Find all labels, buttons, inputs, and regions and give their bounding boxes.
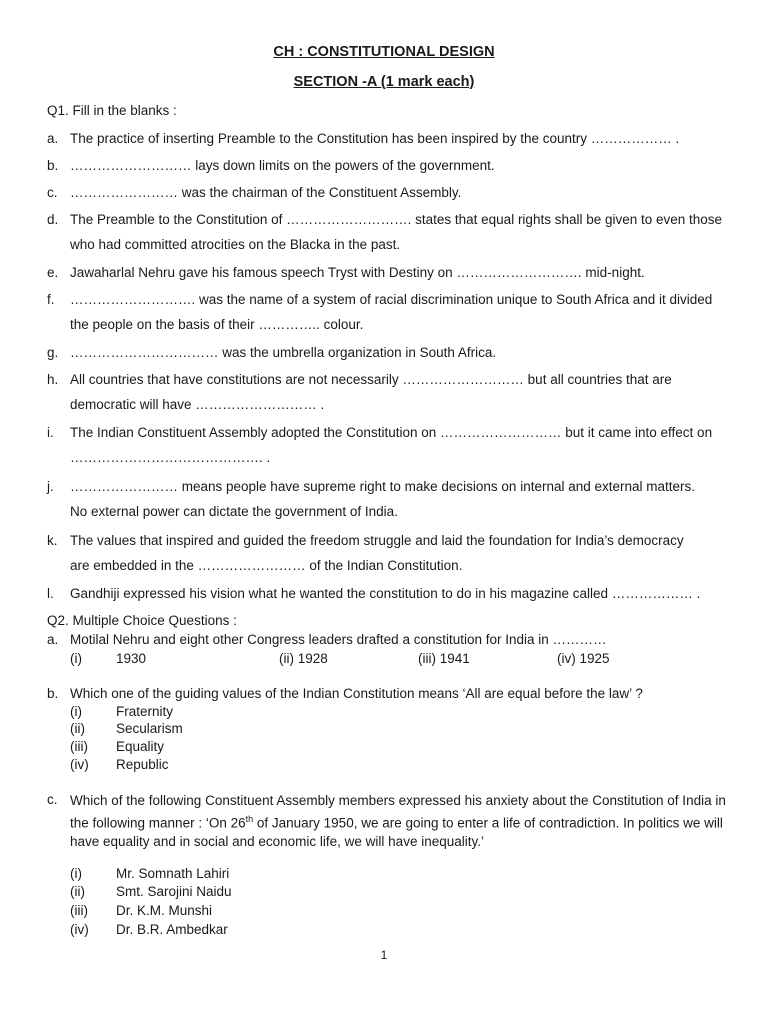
- item-label: i.: [47, 425, 54, 440]
- item-text: [70, 185, 735, 200]
- item-line: democratic will have ……………………… .: [70, 397, 325, 412]
- item-line: …………………… was the chairman of the Constituent Assembly.: [70, 185, 462, 200]
- q2a-option-1-label: (i): [70, 651, 82, 666]
- question-text: Motilal Nehru and eight other Congress leaders drafted a constitution for India in …………: [70, 632, 607, 647]
- item-text: [70, 265, 735, 280]
- item-line: ………………………. was the name of a system of racial discrimination unique to South Africa and it divided: [70, 292, 713, 307]
- item-line: The Preamble to the Constitution of ………………………. states that equal rights shall be given to even those: [70, 212, 723, 227]
- question-label: c.: [47, 792, 58, 807]
- item-text: [70, 479, 735, 519]
- q2-heading: Q2. Multiple Choice Questions :: [47, 613, 237, 628]
- q2c-option-label: (i): [70, 866, 82, 881]
- item-text: [70, 345, 735, 360]
- item-text: [70, 158, 735, 173]
- item-line: ……………………………………. .: [70, 450, 271, 465]
- item-text: [70, 533, 735, 573]
- item-text: [70, 586, 735, 601]
- q2b-option-text: Fraternity: [116, 704, 174, 719]
- item-label: g.: [47, 345, 59, 360]
- q2a-option-3: (iii) 1941: [418, 651, 470, 666]
- q2c-option-label: (iii): [70, 903, 88, 918]
- item-label: j.: [47, 479, 54, 494]
- item-label: a.: [47, 131, 59, 146]
- q2b-option-label: (ii): [70, 721, 85, 736]
- q2c-option-text: Dr. K.M. Munshi: [116, 903, 213, 918]
- item-label: f.: [47, 292, 55, 307]
- q2a-option-2: (ii) 1928: [279, 651, 328, 666]
- q2b-option-text: Equality: [116, 739, 165, 754]
- item-line: are embedded in the …………………… of the Indian Constitution.: [70, 558, 463, 573]
- item-text: [70, 131, 735, 146]
- q2c-option-label: (ii): [70, 884, 85, 899]
- q2b-option-label: (iv): [70, 757, 89, 772]
- item-label: b.: [47, 158, 59, 173]
- question-text: Which one of the guiding values of the Indian Constitution means ‘All are equal before the law’ ?: [70, 686, 643, 701]
- chapter-title: CH : CONSTITUTIONAL DESIGN: [273, 44, 495, 60]
- item-text: [70, 212, 735, 252]
- q2c-option-text: Dr. B.R. Ambedkar: [116, 922, 228, 937]
- item-label: k.: [47, 533, 58, 548]
- q2b-option-text: Republic: [116, 757, 169, 772]
- q2c-option-text: Mr. Somnath Lahiri: [116, 866, 230, 881]
- question-text: [70, 792, 730, 851]
- section-title: SECTION -A (1 mark each): [293, 74, 475, 90]
- item-text: [70, 372, 735, 412]
- question-label: a.: [47, 632, 59, 647]
- q2b-option-label: (i): [70, 704, 82, 719]
- page-number: 1: [380, 948, 388, 962]
- q2a-option-4: (iv) 1925: [557, 651, 610, 666]
- item-line: Jawaharlal Nehru gave his famous speech Tryst with Destiny on ………………………. mid-night.: [70, 265, 645, 280]
- item-line: ……………………… lays down limits on the powers of the government.: [70, 158, 495, 173]
- question-text-part: of January 1950, we are going to enter a life of contradiction. In politics we will have equality and in social and economic life, we will have inequality.’: [70, 815, 723, 849]
- q2c-option-text: Smt. Sarojini Naidu: [116, 884, 232, 899]
- item-line: The values that inspired and guided the freedom struggle and laid the foundation for India’s democracy: [70, 533, 684, 548]
- question-label: b.: [47, 686, 59, 701]
- item-line: The practice of inserting Preamble to the Constitution has been inspired by the country ……………… .: [70, 131, 680, 146]
- question-text-part: Which of the following Constituent Assembly members expressed his anxiety about the Constitution of India in the following manner : ‘On 26: [70, 793, 726, 831]
- item-line: All countries that have constitutions are not necessarily ……………………… but all countries that are: [70, 372, 672, 387]
- item-line: who had committed atrocities on the Blacka in the past.: [70, 237, 401, 252]
- item-label: e.: [47, 265, 59, 280]
- item-label: l.: [47, 586, 54, 601]
- item-line: No external power can dictate the government of India.: [70, 504, 398, 519]
- item-label: d.: [47, 212, 59, 227]
- item-label: h.: [47, 372, 59, 387]
- item-line: The Indian Constituent Assembly adopted the Constitution on ……………………… but it came into effect on: [70, 425, 713, 440]
- item-text: [70, 425, 735, 465]
- q2c-option-label: (iv): [70, 922, 89, 937]
- q2b-option-text: Secularism: [116, 721, 183, 736]
- q2b-option-label: (iii): [70, 739, 88, 754]
- item-line: …………………… means people have supreme right to make decisions on internal and external matters.: [70, 479, 696, 494]
- item-line: …………………………… was the umbrella organization in South Africa.: [70, 345, 497, 360]
- ordinal-superscript: th: [245, 814, 254, 824]
- q1-heading: Q1. Fill in the blanks :: [47, 103, 177, 118]
- item-text: [70, 292, 735, 332]
- q2a-option-1-text: 1930: [116, 651, 147, 666]
- item-label: c.: [47, 185, 58, 200]
- item-line: Gandhiji expressed his vision what he wanted the constitution to do in his magazine called ……………… .: [70, 586, 701, 601]
- item-line: the people on the basis of their ………….. colour.: [70, 317, 364, 332]
